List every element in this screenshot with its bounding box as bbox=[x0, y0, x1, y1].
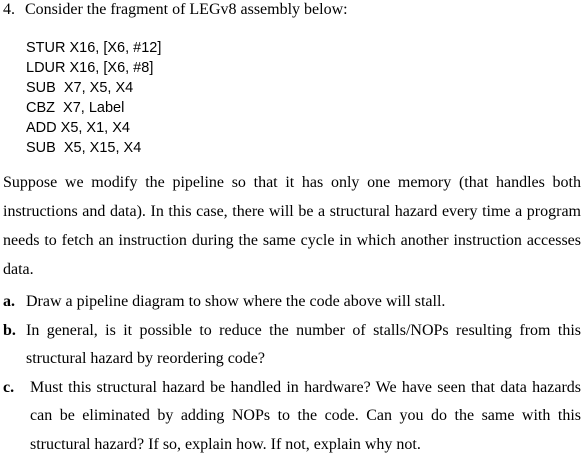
sub-question-list bbox=[3, 288, 581, 459]
hazard-description-paragraph: Suppose we modify the pipeline so that it has only one memory (that handles both instructions and data). In this case, there will be a structural hazard every time a program needs to fetch an instruction during the same cycle in which another instruction accesses data. bbox=[3, 168, 581, 284]
assembly-code-block bbox=[26, 38, 161, 158]
code-line: CBZ X7, Label bbox=[26, 98, 161, 118]
sub-question-c bbox=[3, 374, 581, 459]
question-header bbox=[3, 0, 348, 20]
sub-question-text: Draw a pipeline diagram to show where the code above will stall. bbox=[26, 288, 581, 317]
sub-question-a bbox=[3, 288, 581, 317]
code-line: SUB X7, X5, X4 bbox=[26, 78, 161, 98]
code-line: ADD X5, X1, X4 bbox=[26, 118, 161, 138]
code-line: STUR X16, [X6, #12] bbox=[26, 38, 161, 58]
sub-question-text: In general, is it possible to reduce the number of stalls/NOPs resulting from this structural hazard by reordering code? bbox=[26, 317, 581, 374]
sub-question-marker: b. bbox=[3, 317, 16, 346]
question-number: 4. bbox=[3, 0, 25, 20]
sub-question-marker: c. bbox=[3, 374, 14, 403]
code-line: LDUR X16, [X6, #8] bbox=[26, 58, 161, 78]
sub-question-b bbox=[3, 317, 581, 374]
question-prompt: Consider the fragment of LEGv8 assembly below: bbox=[25, 1, 348, 18]
sub-question-marker: a. bbox=[3, 288, 15, 317]
sub-question-text: Must this structural hazard be handled in hardware? We have seen that data hazards can be eliminated by adding NOPs to the code. Can you do the same with this structural hazard? If so, explain how. If not, explain why not. bbox=[30, 374, 581, 459]
code-line: SUB X5, X15, X4 bbox=[26, 138, 161, 158]
